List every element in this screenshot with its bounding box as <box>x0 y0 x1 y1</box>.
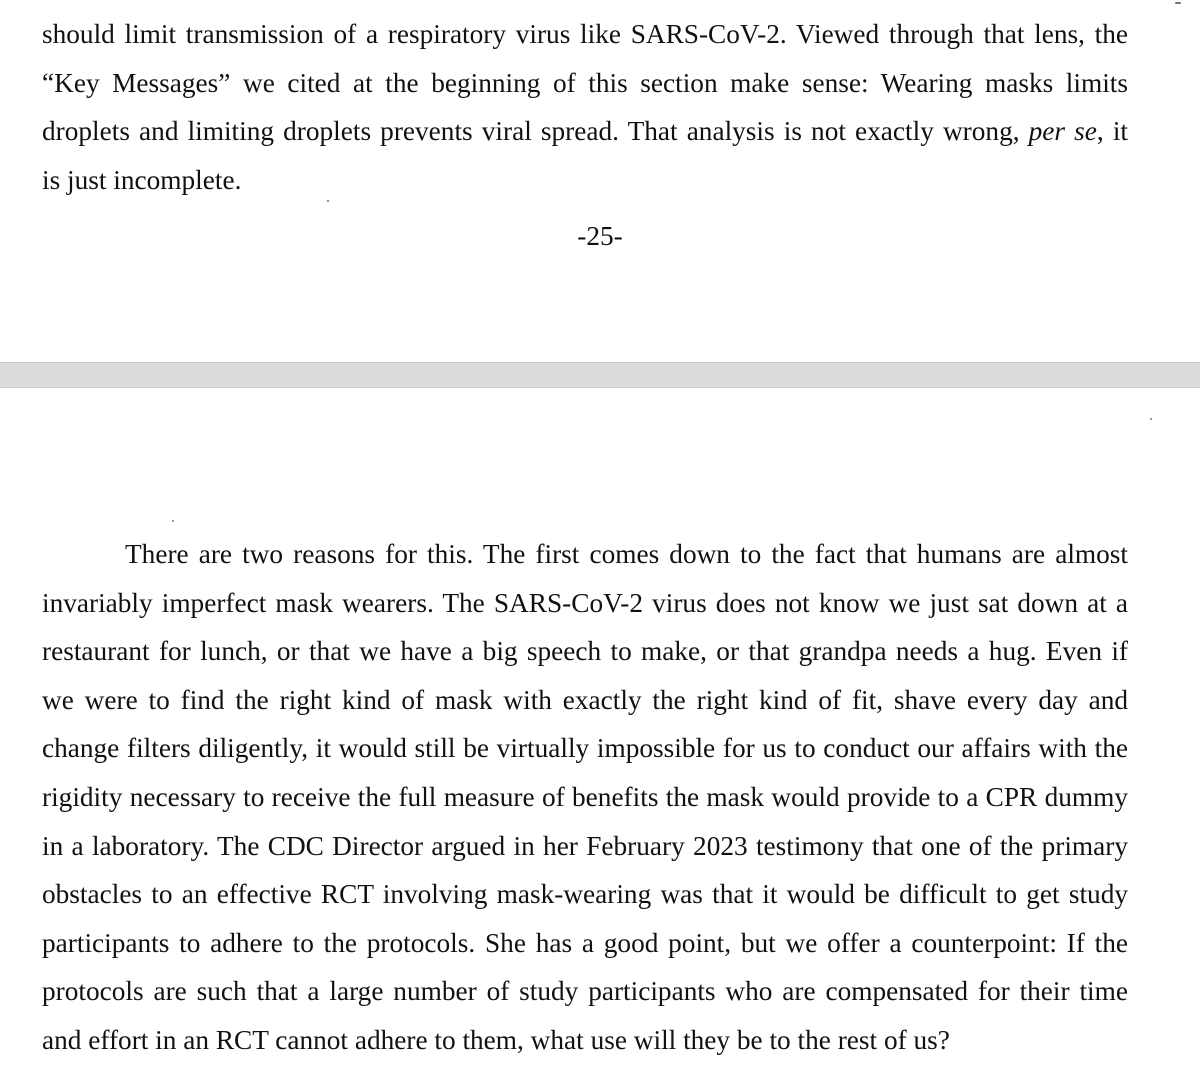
lower-paragraph-line-11: and effort in an RCT cannot adhere to them, what use will they be to the rest of us? <box>42 1024 950 1055</box>
scan-speck <box>1175 2 1181 4</box>
page-number: -25- <box>577 221 623 251</box>
upper-page <box>0 0 1200 362</box>
upper-paragraph-line-4: is just incomplete. <box>42 164 242 195</box>
upper-paragraph <box>42 10 1128 204</box>
upper-paragraph-line-2: “Key Messages” we cited at the beginning of this section make sense: Wearing masks limits <box>42 67 1128 98</box>
scan-speck <box>172 520 174 522</box>
lower-paragraph-line-7: in a laboratory. The CDC Director argued in her February 2023 testimony that one of the primary <box>42 830 1128 861</box>
lower-paragraph <box>42 530 1128 1065</box>
lower-paragraph-line-5: change filters diligently, it would still be virtually impossible for us to conduct our affairs with the <box>42 733 1128 764</box>
page-separator <box>0 362 1200 388</box>
upper-paragraph-line-3 <box>42 107 1128 156</box>
lower-paragraph-line-4: we were to find the right kind of mask with exactly the right kind of fit, shave every day and <box>42 684 1128 715</box>
scan-speck <box>1150 418 1152 420</box>
lower-paragraph-line-3: restaurant for lunch, or that we have a big speech to make, or that grandpa needs a hug. Even if <box>42 636 1128 667</box>
lower-page <box>0 388 1200 1063</box>
line-3-text-end: , it <box>1096 116 1128 147</box>
lower-paragraph-line-2: invariably imperfect mask wearers. The SARS-CoV-2 virus does not know we just sat down at a <box>42 587 1128 618</box>
lower-paragraph-line-6: rigidity necessary to receive the full measure of benefits the mask would provide to a CPR dummy <box>42 781 1128 812</box>
line-3-text-start: droplets and limiting droplets prevents viral spread. That analysis is not exactly wrong, <box>42 116 1029 147</box>
lower-paragraph-line-1: There are two reasons for this. The first comes down to the fact that humans are almost <box>125 539 1128 569</box>
upper-paragraph-line-1: should limit transmission of a respiratory virus like SARS-CoV-2. Viewed through that lens, the <box>42 19 1128 49</box>
lower-paragraph-line-9: participants to adhere to the protocols. She has a good point, but we offer a counterpoint: If the <box>42 927 1128 958</box>
lower-paragraph-line-8: obstacles to an effective RCT involving mask-wearing was that it would be difficult to get study <box>42 879 1128 910</box>
scan-speck <box>327 200 329 202</box>
italic-per-se: per se <box>1028 116 1097 147</box>
lower-paragraph-line-10: protocols are such that a large number of study participants who are compensated for their time <box>42 976 1128 1007</box>
